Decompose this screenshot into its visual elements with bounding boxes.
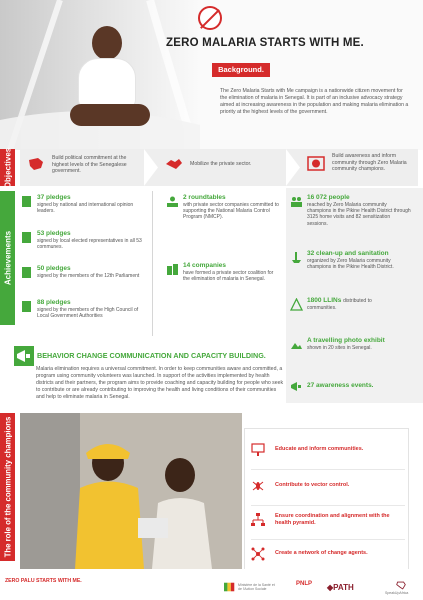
bcc-text: Malaria elimination requires a universal commitment. In order to keep communities aware and committed, a program using community volunteers was launched. In support of the activities implemented by health districts and their partners, the program aims to provide coaching and capacity building for people who seek to contribute or are already contributing to improving the health and living conditions of their communities and help to eliminate malaria in Senegal.	[36, 366, 284, 400]
senegal-flag-icon	[224, 581, 236, 593]
megaphone-icon	[14, 346, 34, 366]
hero-photo	[0, 0, 200, 150]
footer	[0, 569, 423, 600]
achievement-item: 32 clean-up and sanitation organized by Zero Malaria community champions in the Pikine Health District.	[290, 250, 418, 280]
bednet-icon	[290, 298, 303, 311]
divider	[251, 505, 405, 506]
champions-illustration	[20, 413, 242, 569]
document-icon	[20, 195, 33, 208]
bcc-title: BEHAVIOR CHANGE COMMUNICATION AND CAPACITY BUILDING.	[37, 351, 266, 360]
people-icon	[290, 195, 303, 208]
speakupafrica-logo: SpeakUpAfrica	[385, 581, 421, 595]
objective-2: Mobilize the private sector.	[162, 149, 282, 186]
achievement-item: 1800 LLINs distributed to communities.	[290, 297, 418, 319]
achievement-item: 37 pledges signed by national and international opinion leaders.	[20, 194, 148, 220]
objectives-row	[20, 149, 418, 186]
achievement-item: 27 awareness events.	[290, 379, 418, 395]
roundtable-icon	[166, 195, 179, 208]
background-text: The Zero Malaria Starts with Me campaign is a nationwide citizen movement for the elimination of malaria in Senegal. It is part of an inclusive advocacy strategy aimed at increasing awareness in the population and making malaria elimination a priority at the highest levels of the government.	[220, 88, 409, 116]
hero-section	[0, 0, 423, 150]
objective-1: Build political commitment at the highest levels of the Senegalese government.	[24, 149, 144, 186]
page-title: ZERO MALARIA STARTS WITH ME.	[166, 37, 364, 49]
africa-icon	[395, 581, 407, 590]
mosquito-icon	[251, 479, 265, 493]
document-icon	[20, 266, 33, 279]
roles-panel: Educate and inform communities. Contribute to vector control. Ensure coordination and alignment with the health pyramid. Create a network of change agents.	[244, 428, 409, 571]
achievement-item: 14 companies have formed a private sector coalition for the elimination of malaria in Senegal.	[166, 262, 281, 298]
cleanup-icon	[290, 251, 303, 264]
champions-photo	[20, 413, 242, 569]
handshake-icon	[164, 154, 184, 174]
background-label: Background.	[212, 63, 270, 77]
achievement-item: 16 072 people reached by Zero Malaria community champions in the Pikine Health District through 3125 home visits and 82 sensitization sessions.	[290, 194, 418, 238]
campaign-logo-icon	[198, 6, 222, 30]
document-icon	[20, 300, 33, 313]
achievement-item: 50 pledges signed by the members of the 12th Parliament	[20, 265, 148, 289]
chevron-divider-icon	[286, 149, 300, 186]
photo-exhibit-icon	[290, 338, 303, 351]
achievement-item: 53 pledges signed by local elected representatives in all 53 communes.	[20, 230, 148, 258]
path-logo: ◆PATH	[327, 583, 354, 592]
achievement-item: 2 roundtables with private sector companies committed to supporting the National Malaria Control Program (NMCP).	[166, 194, 281, 230]
objectives-tab: Objectives	[0, 149, 15, 186]
achievement-item: A travelling photo exhibit shown in 20 sites in Senegal.	[290, 337, 418, 359]
footer-title: ZERO PALU STARTS WITH ME.	[5, 578, 82, 584]
megaphone-icon	[290, 380, 303, 393]
objective-3: Build awareness and inform community through Zero Malaria community champions.	[304, 149, 418, 186]
achievement-item: 88 pledges signed by the members of the High Council of Local Government Authorities	[20, 299, 148, 333]
pnlp-logo: PNLP	[296, 581, 313, 587]
campaign-logo-icon	[306, 154, 326, 174]
divider	[251, 469, 405, 470]
role-tab: The role of the community champions	[0, 413, 15, 561]
hierarchy-icon	[251, 513, 265, 527]
document-icon	[20, 231, 33, 244]
ministry-logo: Ministère de la Santé et de l'Action Sociale	[224, 581, 274, 595]
chevron-divider-icon	[144, 149, 158, 186]
senegal-map-icon	[26, 154, 46, 174]
company-icon	[166, 263, 179, 276]
achievements-tab: Achievements	[0, 191, 15, 325]
column-divider	[152, 191, 153, 336]
presentation-icon	[251, 443, 265, 457]
child-figure	[70, 18, 140, 138]
divider	[251, 539, 405, 540]
network-icon	[251, 547, 265, 561]
